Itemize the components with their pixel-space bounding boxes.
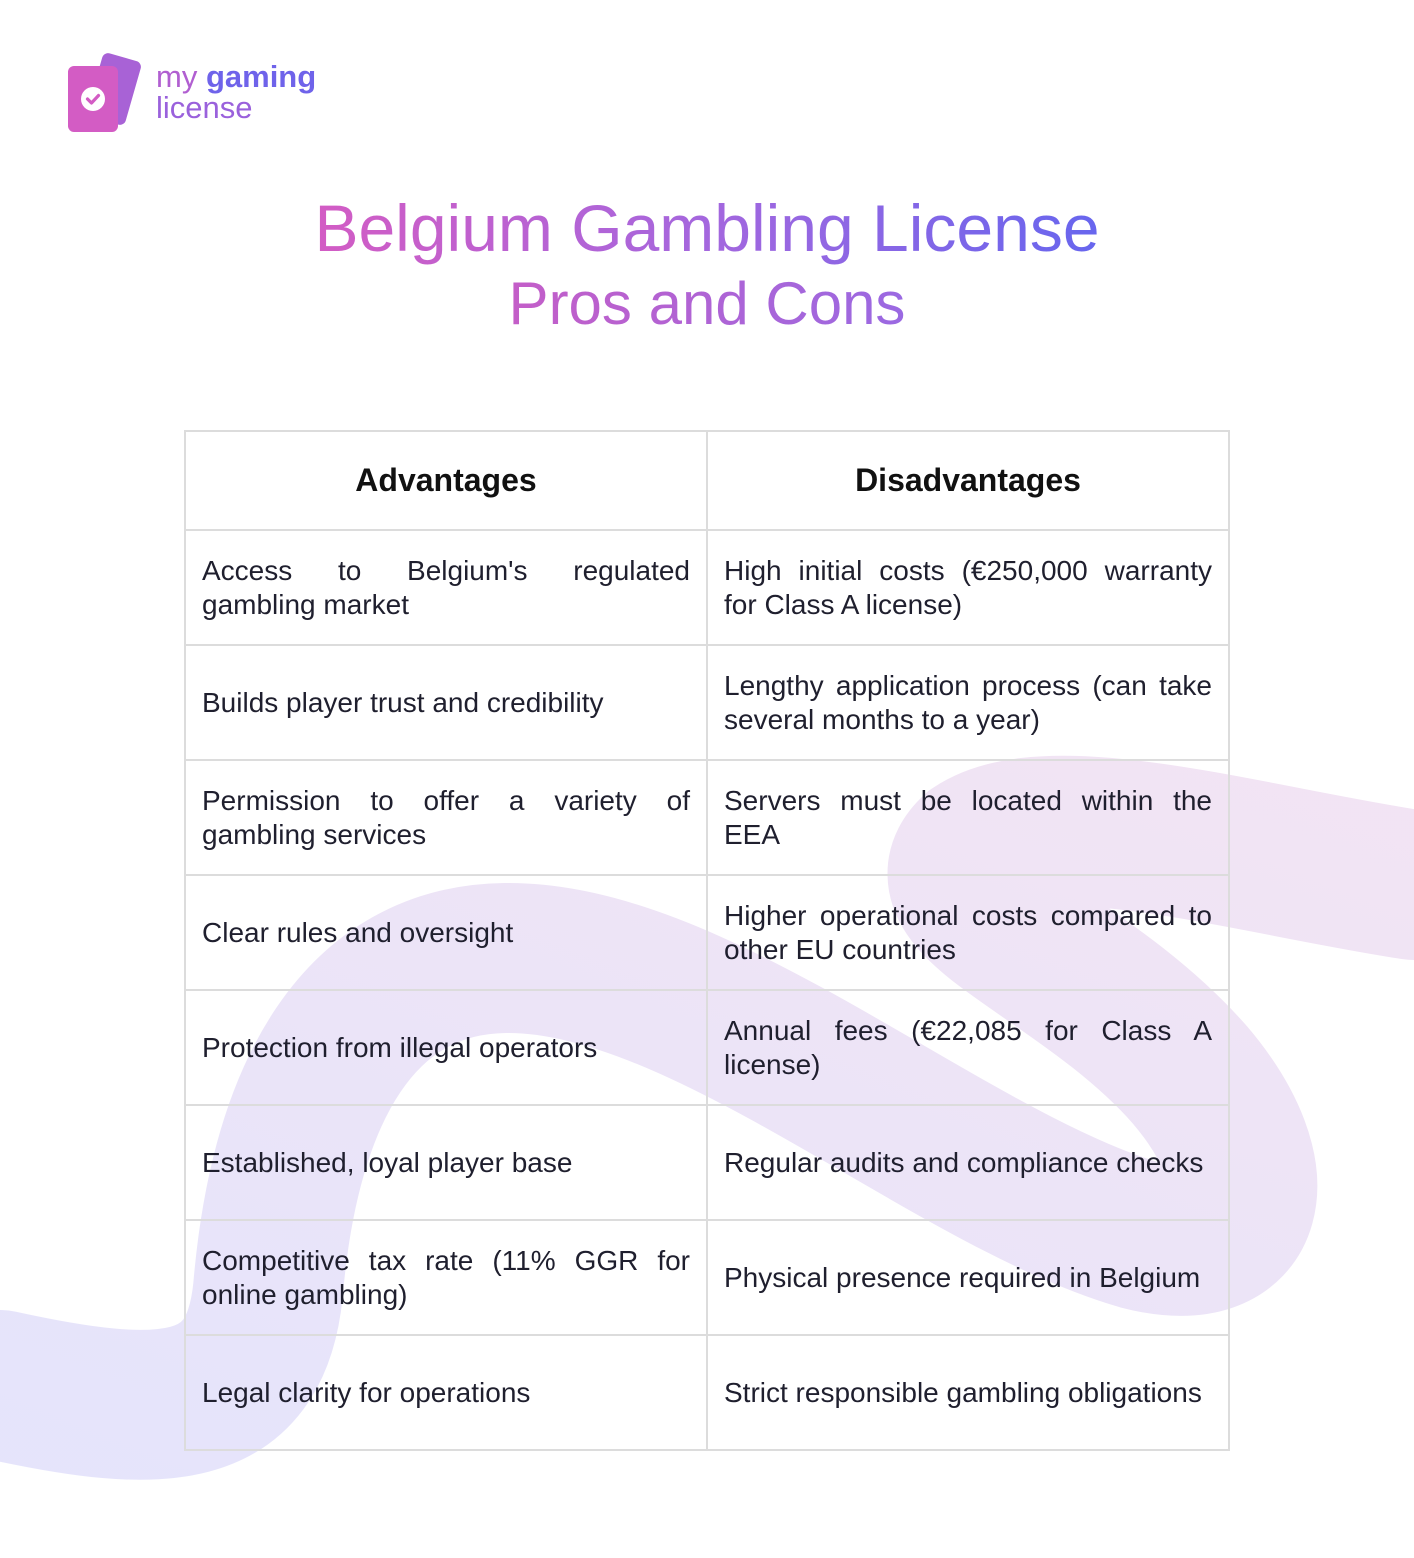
table-row [185,530,1229,645]
advantage-cell: Legal clarity for operations [185,1335,707,1450]
table-row [185,645,1229,760]
header-advantages: Advantages [185,431,707,530]
table-row [185,1105,1229,1220]
pros-cons-table-container [184,430,1230,1451]
table-row [185,760,1229,875]
advantage-cell: Access to Belgium's regulated gambling market [185,530,707,645]
disadvantage-cell: Annual fees (€22,085 for Class A license) [707,990,1229,1105]
advantage-cell: Clear rules and oversight [185,875,707,990]
page-subtitle: Pros and Cons [509,268,906,340]
disadvantage-cell: Physical presence required in Belgium [707,1220,1229,1335]
pros-cons-table [184,430,1230,1451]
advantage-cell: Permission to offer a variety of gambling services [185,760,707,875]
advantage-cell: Competitive tax rate (11% GGR for online gambling) [185,1220,707,1335]
disadvantage-cell: Regular audits and compliance checks [707,1105,1229,1220]
table-header-row [185,431,1229,530]
cards-check-icon [66,50,144,134]
advantage-cell: Established, loyal player base [185,1105,707,1220]
page-title: Belgium Gambling License [314,188,1099,268]
table-row [185,1220,1229,1335]
disadvantage-cell: Lengthy application process (can take several months to a year) [707,645,1229,760]
advantage-cell: Protection from illegal operators [185,990,707,1105]
logo-word-gaming: gaming [205,59,317,94]
disadvantage-cell: Higher operational costs compared to other EU countries [707,875,1229,990]
logo-wordmark [156,61,316,123]
header-disadvantages: Disadvantages [707,431,1229,530]
brand-logo[interactable] [66,50,316,134]
logo-word-my: my [156,59,198,94]
table-row [185,875,1229,990]
table-row [185,1335,1229,1450]
disadvantage-cell: High initial costs (€250,000 warranty for Class A license) [707,530,1229,645]
table-row [185,990,1229,1105]
page-title-block [0,188,1414,340]
disadvantage-cell: Strict responsible gambling obligations [707,1335,1229,1450]
disadvantage-cell: Servers must be located within the EEA [707,760,1229,875]
advantage-cell: Builds player trust and credibility [185,645,707,760]
logo-word-license: license [156,90,253,125]
